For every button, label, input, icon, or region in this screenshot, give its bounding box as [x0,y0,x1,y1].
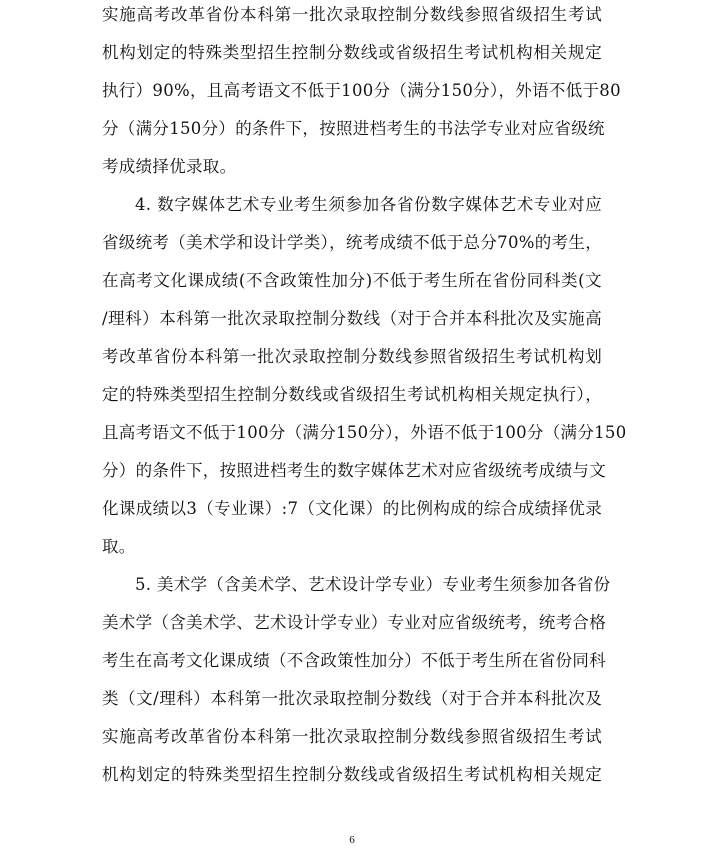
text-line: 机构划定的特殊类型招生控制分数线或省级招生考试机构相关规定 [102,43,602,62]
text-line: 实施高考改革省份本科第一批次录取控制分数线参照省级招生考试 [102,727,602,746]
text-line: 5. 美术学（含美术学、艺术设计学专业）专业考生须参加各省份 [135,575,611,594]
text-line: 美术学（含美术学、艺术设计学专业）专业对应省级统考，统考合格 [102,613,606,632]
text-line: 考改革省份本科第一批次录取控制分数线参照省级招生考试机构划 [102,347,602,366]
text-line: 在高考文化课成绩(不含政策性加分)不低于考生所在省份同科类(文 [102,271,602,290]
text-line: 且高考语文不低于100分（满分150分），外语不低于100分（满分150 [102,423,627,442]
text-line: 机构划定的特殊类型招生控制分数线或省级招生考试机构相关规定 [102,765,602,784]
text-line: 取。 [102,537,136,556]
page-number: 6 [349,834,355,846]
text-line: /理科）本科第一批次录取控制分数线（对于合并本科批次及实施高 [102,309,602,328]
text-line: 分）的条件下，按照进档考生的数字媒体艺术对应省级统考成绩与文 [102,461,606,480]
text-line: 考生在高考文化课成绩（不含政策性加分）不低于考生所在省份同科 [102,651,606,670]
text-line: 考成绩择优录取。 [102,157,237,176]
text-line: 化课成绩以3（专业课）:7（文化课）的比例构成的综合成绩择优录 [102,499,602,518]
text-line: 定的特殊类型招生控制分数线或省级招生考试机构相关规定执行）， [102,385,602,404]
text-line: 4. 数字媒体艺术专业考生须参加各省份数字媒体艺术专业对应 [135,195,602,214]
text-line: 执行）90%，且高考语文不低于100分（满分150分），外语不低于80 [102,81,621,100]
text-line: 分（满分150分）的条件下，按照进档考生的书法学专业对应省级统 [102,119,605,138]
text-line: 省级统考（美术学和设计学类），统考成绩不低于总分70%的考生， [102,233,602,252]
text-line: 类（文/理科）本科第一批次录取控制分数线（对于合并本科批次及 [102,689,602,708]
text-line: 实施高考改革省份本科第一批次录取控制分数线参照省级招生考试 [102,5,602,24]
